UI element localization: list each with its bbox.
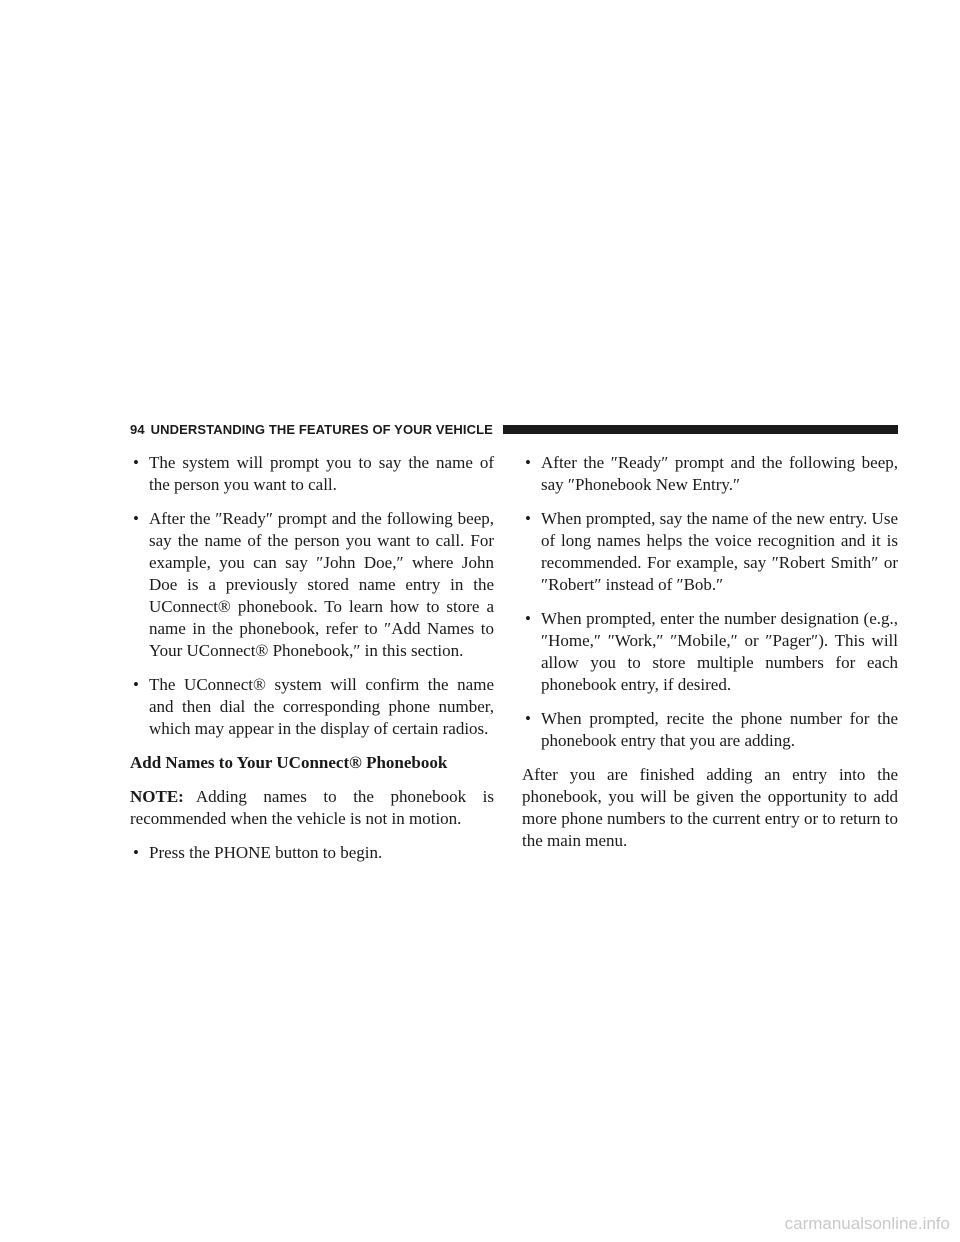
right-column	[522, 452, 898, 852]
list-item	[522, 708, 898, 752]
bullet-icon: •	[525, 509, 531, 528]
list-item	[130, 452, 494, 496]
page-number: 94	[130, 421, 145, 437]
header-rule	[503, 425, 898, 434]
bullet-icon: •	[525, 609, 531, 628]
page-header	[130, 419, 898, 439]
note	[130, 786, 494, 830]
note-label: NOTE:	[130, 787, 184, 806]
note-text: Adding names to the phonebook is recommended when the vehicle is not in motion.	[130, 787, 494, 828]
left-column	[130, 452, 494, 876]
list-item-text: After the ″Ready″ prompt and the following beep, say the name of the person you want to call. For example, you can say ″John Doe,″ where John Doe is a previously stored name entry in the UConnect® phonebook. To learn how to store a name in the phonebook, refer to ″Add Names to Your UConnect® Phonebook,″ in this section.	[149, 509, 494, 660]
section-title: UNDERSTANDING THE FEATURES OF YOUR VEHICLE	[150, 421, 493, 437]
watermark: carmanualsonline.info	[784, 1214, 950, 1233]
list-item-text: After the ″Ready″ prompt and the following beep, say ″Phonebook New Entry.″	[541, 453, 898, 494]
list-item	[522, 452, 898, 496]
list-item-text: When prompted, recite the phone number for the phonebook entry that you are adding.	[541, 709, 898, 750]
bullet-icon: •	[525, 453, 531, 472]
list-item	[522, 608, 898, 696]
list-item-text: The system will prompt you to say the name of the person you want to call.	[149, 453, 494, 494]
closing-paragraph: After you are finished adding an entry into the phonebook, you will be given the opportunity to add more phone numbers to the current entry or to return to the main menu.	[522, 765, 898, 850]
list-item-text: The UConnect® system will confirm the name and then dial the corresponding phone number, which may appear in the display of certain radios.	[149, 675, 494, 738]
bullet-icon: •	[133, 509, 139, 528]
bullet-icon: •	[133, 843, 139, 862]
list-item-text: When prompted, enter the number designation (e.g., ″Home,″ ″Work,″ ″Mobile,″ or ″Pager″). This will allow you to store multiple numbers for each phonebook entry, if desired.	[541, 609, 898, 694]
list-item	[522, 508, 898, 596]
bullet-icon: •	[133, 453, 139, 472]
bullet-icon: •	[525, 709, 531, 728]
list-item-text: When prompted, say the name of the new entry. Use of long names helps the voice recognition and it is recommended. For example, say ″Robert Smith″ or ″Robert″ instead of ″Bob.″	[541, 509, 898, 594]
list-item-text: Press the PHONE button to begin.	[149, 843, 383, 862]
list-item	[130, 508, 494, 662]
list-item	[130, 842, 494, 864]
section-heading: Add Names to Your UConnect® Phonebook	[130, 753, 448, 772]
bullet-icon: •	[133, 675, 139, 694]
list-item	[130, 674, 494, 740]
